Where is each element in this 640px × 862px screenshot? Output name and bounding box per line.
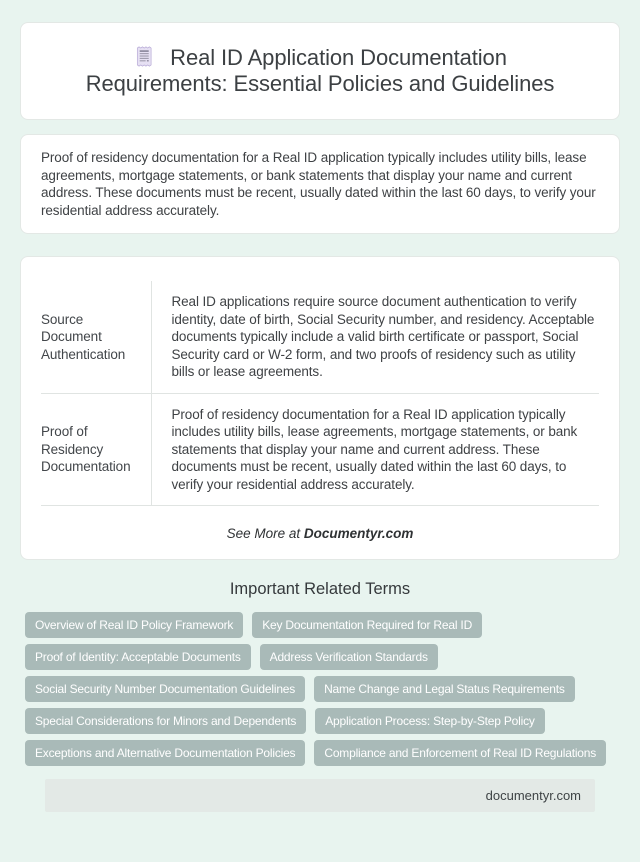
footer-bar <box>45 779 595 812</box>
page-title <box>61 45 579 97</box>
title-card <box>20 22 620 120</box>
related-term-tag[interactable]: Name Change and Legal Status Requirements <box>314 676 575 702</box>
see-more-site-link[interactable]: Documentyr.com <box>303 526 414 541</box>
related-term-tag[interactable]: Social Security Number Documentation Guidelines <box>25 676 305 702</box>
related-term-tag[interactable]: Overview of Real ID Policy Framework <box>25 612 243 638</box>
details-card <box>20 256 620 560</box>
table-row <box>41 393 599 506</box>
tag-row <box>25 740 615 766</box>
see-more-line <box>41 526 599 541</box>
term-cell: Source Document Authentication <box>41 281 151 393</box>
related-terms-tags <box>20 612 620 766</box>
table-row <box>41 281 599 393</box>
see-more-prefix: See More at <box>226 526 301 541</box>
description-cell: Proof of residency documentation for a Real ID application typically includes utility bills, lease agreements, mortgage statements, or bank statements that display your name and current address. These documents must be recent, usually dated within the last 60 days, to verify your residential address accurately. <box>151 393 599 506</box>
related-term-tag[interactable]: Special Considerations for Minors and Dependents <box>25 708 306 734</box>
related-term-tag[interactable]: Proof of Identity: Acceptable Documents <box>25 644 251 670</box>
related-term-tag[interactable]: Exceptions and Alternative Documentation Policies <box>25 740 305 766</box>
page-title-text: Real ID Application Documentation Requirements: Essential Policies and Guidelines <box>85 45 555 96</box>
tag-row <box>25 676 615 702</box>
details-table <box>41 281 599 506</box>
footer-site-text: documentyr.com <box>485 788 581 803</box>
term-cell: Proof of Residency Documentation <box>41 393 151 506</box>
related-term-tag[interactable]: Application Process: Step-by-Step Policy <box>315 708 544 734</box>
related-terms-heading: Important Related Terms <box>229 580 411 598</box>
summary-card <box>20 134 620 234</box>
related-term-tag[interactable]: Key Documentation Required for Real ID <box>252 612 482 638</box>
tag-row <box>25 612 615 638</box>
related-term-tag[interactable]: Address Verification Standards <box>260 644 438 670</box>
receipt-icon <box>133 45 156 68</box>
tag-row <box>25 644 615 670</box>
description-cell: Real ID applications require source document authentication to verify identity, date of birth, Social Security number, and residency. Acceptable documents typically include a valid birth certificate or passport, Social Security card or W-2 form, and two proofs of residency such as utility bills or lease agreements. <box>151 281 599 393</box>
tag-row <box>25 708 615 734</box>
summary-text: Proof of residency documentation for a Real ID application typically includes utility bills, lease agreements, mortgage statements, or bank statements that display your name and current address. These documents must be recent, usually dated within the last 60 days, to verify your residential address accurately. <box>41 150 596 218</box>
related-term-tag[interactable]: Compliance and Enforcement of Real ID Regulations <box>314 740 606 766</box>
